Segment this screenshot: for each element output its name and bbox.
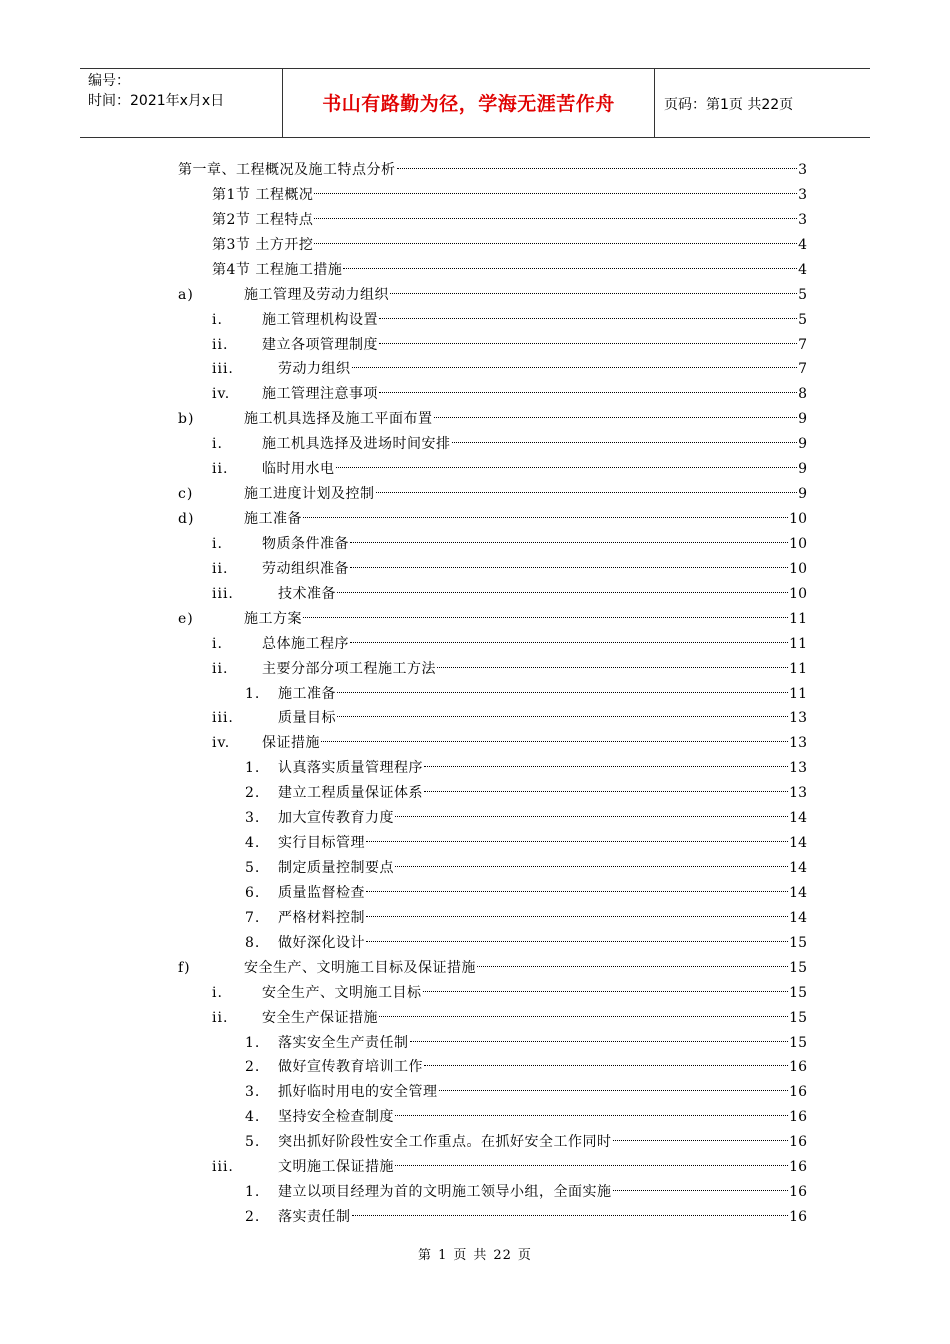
toc-entry-number: f) (178, 959, 191, 976)
toc-entry[interactable] (0, 532, 950, 557)
toc-entry[interactable] (0, 1055, 950, 1080)
toc-entry-title: 施工管理机构设置 (262, 311, 378, 328)
toc-dot-leader (366, 916, 788, 917)
serial-label: 编号： (88, 73, 130, 89)
toc-entry[interactable] (0, 632, 950, 657)
toc-entry-page: 8 (798, 386, 807, 403)
toc-entry-number: iii. (212, 585, 234, 602)
toc-entry[interactable] (0, 283, 950, 308)
toc-entry[interactable] (0, 382, 950, 407)
toc-entry-title: 落实安全生产责任制 (278, 1034, 409, 1051)
toc-dot-leader (395, 1115, 788, 1116)
toc-dot-leader (395, 816, 788, 817)
toc-entry-title: 第一章、工程概况及施工特点分析 (178, 162, 396, 178)
toc-entry-title: 建立以项目经理为首的文明施工领导小组，全面实施 (278, 1184, 612, 1201)
toc-entry-number: ii. (212, 461, 229, 478)
toc-entry-number: ii. (212, 336, 229, 353)
toc-entry-page: 10 (789, 535, 807, 552)
toc-entry-title: 总体施工程序 (262, 635, 349, 652)
toc-dot-leader (337, 592, 788, 593)
toc-dot-leader (379, 392, 797, 393)
toc-dot-leader (303, 617, 788, 618)
toc-entry-title: 施工准备 (278, 685, 336, 702)
footer-di: 第 (418, 1248, 433, 1263)
header-divider (654, 69, 655, 137)
toc-entry-number: iii. (212, 710, 234, 727)
toc-dot-leader (395, 866, 788, 867)
toc-dot-leader (350, 567, 788, 568)
toc-entry-number: 3. (245, 1084, 261, 1101)
toc-entry[interactable] (0, 981, 950, 1006)
toc-entry-number: 1. (245, 1034, 261, 1051)
toc-entry-number: i. (212, 635, 223, 652)
toc-entry-number: 2. (245, 785, 261, 802)
toc-entry[interactable] (0, 1130, 950, 1155)
toc-entry-number: 3. (245, 810, 261, 827)
toc-entry[interactable] (0, 682, 950, 707)
toc-dot-leader (337, 692, 788, 693)
toc-entry-page: 9 (798, 461, 807, 478)
toc-entry-page: 9 (798, 486, 807, 503)
toc-entry[interactable] (0, 308, 950, 333)
toc-entry-page: 9 (798, 436, 807, 453)
toc-entry-page: 15 (789, 1009, 807, 1026)
toc-entry-page: 13 (789, 785, 807, 802)
toc-entry-title: 抓好临时用电的安全管理 (278, 1084, 438, 1101)
toc-entry-number: 5. (245, 860, 261, 877)
toc-entry[interactable] (0, 208, 950, 233)
toc-entry-page: 16 (789, 1209, 807, 1226)
toc-dot-leader (337, 716, 788, 717)
toc-entry-page: 11 (789, 660, 807, 677)
toc-entry[interactable] (0, 731, 950, 756)
toc-entry-page: 16 (789, 1059, 807, 1076)
toc-entry-number: 7. (245, 909, 261, 926)
toc-entry-number: iv. (212, 386, 231, 403)
toc-entry-title: 物质条件准备 (262, 535, 349, 552)
toc-dot-leader (613, 1140, 789, 1141)
toc-entry[interactable] (0, 1080, 950, 1105)
toc-entry-title: 施工机具选择及施工平面布置 (244, 411, 433, 428)
toc-entry[interactable] (0, 1155, 950, 1180)
toc-entry-page: 16 (789, 1109, 807, 1126)
toc-entry-number: d) (178, 511, 195, 528)
toc-entry-title: 坚持安全检查制度 (278, 1109, 394, 1126)
toc-entry-title: 认真落实质量管理程序 (278, 760, 423, 777)
toc-entry-title: 施工管理注意事项 (262, 386, 378, 403)
footer-ye: 页 (453, 1248, 468, 1263)
toc-dot-leader (423, 991, 789, 992)
toc-entry-title: 安全生产、文明施工目标及保证措施 (244, 959, 476, 976)
toc-entry[interactable] (0, 657, 950, 682)
toc-entry-number: 1. (245, 685, 261, 702)
toc-entry[interactable] (0, 1006, 950, 1031)
toc-dot-leader (379, 343, 797, 344)
header-motto: 书山有路勤为径，学海无涯苦作舟 (322, 93, 615, 115)
footer-ye: 页 (517, 1248, 532, 1263)
toc-dot-leader (366, 941, 788, 942)
toc-entry[interactable] (0, 831, 950, 856)
toc-entry-page: 10 (789, 511, 807, 528)
toc-entry-title: 主要分部分项工程施工方法 (262, 660, 436, 677)
toc-dot-leader (437, 667, 788, 668)
toc-entry-title: 保证措施 (262, 735, 320, 752)
toc-entry-number: iii. (212, 361, 234, 378)
toc-entry-title: 第1节 工程概况 (212, 186, 314, 203)
toc-entry[interactable] (0, 258, 950, 283)
footer-gong: 共 (473, 1248, 488, 1263)
toc-entry-number: c) (178, 486, 194, 503)
footer-total-pages: 22 (493, 1248, 512, 1263)
toc-entry-number: ii. (212, 660, 229, 677)
toc-entry-number: 6. (245, 884, 261, 901)
toc-entry-number: 1. (245, 1184, 261, 1201)
toc-entry-page: 11 (789, 635, 807, 652)
toc-entry-title: 临时用水电 (262, 461, 335, 478)
toc-entry-number: a) (178, 286, 194, 303)
toc-dot-leader (343, 268, 797, 269)
toc-entry-title: 施工管理及劳动力组织 (244, 286, 389, 303)
toc-entry-title: 落实责任制 (278, 1209, 351, 1226)
toc-dot-leader (439, 1090, 789, 1091)
toc-entry-page: 3 (798, 162, 807, 178)
toc-entry-page: 15 (789, 1034, 807, 1051)
toc-entry[interactable] (0, 607, 950, 632)
toc-entry-title: 严格材料控制 (278, 909, 365, 926)
toc-entry-page: 14 (789, 860, 807, 877)
toc-entry[interactable] (0, 1180, 950, 1205)
toc-entry-page: 4 (798, 261, 807, 278)
toc-entry[interactable] (0, 1031, 950, 1056)
page-footer (0, 1244, 950, 1263)
toc-dot-leader (303, 517, 788, 518)
toc-entry-page: 5 (798, 286, 807, 303)
toc-dot-leader (379, 1016, 788, 1017)
toc-entry-title: 做好宣传教育培训工作 (278, 1059, 423, 1076)
toc-entry-number: b) (178, 411, 195, 428)
toc-entry[interactable] (0, 756, 950, 781)
toc-entry-page: 13 (789, 710, 807, 727)
toc-entry-number: ii. (212, 1009, 229, 1026)
toc-dot-leader (352, 1215, 789, 1216)
toc-entry[interactable] (0, 507, 950, 532)
toc-dot-leader (390, 293, 797, 294)
toc-entry-title: 做好深化设计 (278, 934, 365, 951)
toc-entry-page: 11 (789, 610, 807, 627)
toc-entry-number: 1. (245, 760, 261, 777)
toc-entry-title: 实行目标管理 (278, 835, 365, 852)
toc-entry-page: 13 (789, 760, 807, 777)
toc-entry[interactable] (0, 333, 950, 358)
toc-dot-leader (434, 417, 798, 418)
toc-entry-title: 加大宣传教育力度 (278, 810, 394, 827)
toc-entry-number: 4. (245, 1109, 261, 1126)
toc-entry-title: 文明施工保证措施 (278, 1159, 394, 1176)
toc-dot-leader (366, 841, 788, 842)
toc-dot-leader (410, 1041, 789, 1042)
toc-entry[interactable] (0, 931, 950, 956)
time-label: 时间：2021年x月x日 (88, 93, 225, 109)
toc-entry-number: i. (212, 436, 223, 453)
toc-entry-page: 4 (798, 236, 807, 253)
toc-entry-title: 劳动组织准备 (262, 560, 349, 577)
toc-entry[interactable] (0, 183, 950, 208)
toc-entry[interactable] (0, 158, 950, 183)
toc-entry[interactable] (0, 1105, 950, 1130)
toc-entry[interactable] (0, 482, 950, 507)
toc-dot-leader (336, 467, 798, 468)
toc-entry-page: 15 (789, 984, 807, 1001)
toc-entry[interactable] (0, 233, 950, 258)
header-page-info: 页码：第1页 共22页 (664, 97, 794, 113)
toc-entry-number: i. (212, 984, 223, 1001)
toc-dot-leader (321, 741, 788, 742)
toc-entry-page: 16 (789, 1159, 807, 1176)
toc-entry[interactable] (0, 1205, 950, 1230)
toc-entry-page: 14 (789, 810, 807, 827)
toc-dot-leader (424, 1065, 788, 1066)
toc-dot-leader (314, 193, 797, 194)
toc-entry-page: 16 (789, 1134, 807, 1151)
toc-dot-leader (477, 966, 788, 967)
toc-entry-page: 9 (798, 411, 807, 428)
toc-entry-title: 突出抓好阶段性安全工作重点。在抓好安全工作同时 (278, 1134, 612, 1151)
toc-entry-title: 施工准备 (244, 511, 302, 528)
toc-entry[interactable] (0, 706, 950, 731)
toc-entry-page: 14 (789, 835, 807, 852)
toc-dot-leader (314, 218, 797, 219)
toc-dot-leader (397, 168, 798, 169)
toc-entry-page: 7 (798, 336, 807, 353)
toc-entry-title: 施工方案 (244, 610, 302, 627)
toc-entry-number: 8. (245, 934, 261, 951)
toc-entry[interactable] (0, 906, 950, 931)
toc-entry-page: 15 (789, 934, 807, 951)
toc-entry-page: 16 (789, 1184, 807, 1201)
toc-entry[interactable] (0, 582, 950, 607)
toc-dot-leader (613, 1190, 789, 1191)
toc-entry-title: 质量目标 (278, 710, 336, 727)
toc-entry[interactable] (0, 357, 950, 382)
footer-page-number: 1 (438, 1248, 448, 1263)
toc-entry-page: 3 (798, 186, 807, 203)
toc-entry-title: 安全生产保证措施 (262, 1009, 378, 1026)
toc-entry-number: ii. (212, 560, 229, 577)
toc-dot-leader (424, 791, 788, 792)
toc-entry-page: 14 (789, 909, 807, 926)
toc-entry-title: 第2节 工程特点 (212, 211, 314, 228)
toc-entry-page: 13 (789, 735, 807, 752)
toc-entry[interactable] (0, 432, 950, 457)
toc-entry-title: 第3节 土方开挖 (212, 236, 314, 253)
toc-entry-number: i. (212, 311, 223, 328)
toc-entry-page: 7 (798, 361, 807, 378)
toc-entry[interactable] (0, 407, 950, 432)
toc-entry-title: 技术准备 (278, 585, 336, 602)
toc-entry-title: 制定质量控制要点 (278, 860, 394, 877)
toc-entry-number: 2. (245, 1209, 261, 1226)
toc-dot-leader (424, 766, 788, 767)
toc-entry[interactable] (0, 956, 950, 981)
toc-entry-title: 劳动力组织 (278, 361, 351, 378)
toc-entry-page: 10 (789, 585, 807, 602)
toc-entry-number: e) (178, 610, 194, 627)
toc-entry-title: 建立工程质量保证体系 (278, 785, 423, 802)
toc-entry[interactable] (0, 457, 950, 482)
toc-entry-page: 11 (789, 685, 807, 702)
toc-entry-number: iv. (212, 735, 231, 752)
toc-entry[interactable] (0, 806, 950, 831)
toc-entry-title: 施工机具选择及进场时间安排 (262, 436, 451, 453)
toc-entry-page: 10 (789, 560, 807, 577)
toc-entry[interactable] (0, 557, 950, 582)
page-header (80, 68, 870, 138)
toc-entry-title: 施工进度计划及控制 (244, 486, 375, 503)
header-meta (88, 71, 280, 111)
toc-entry-page: 14 (789, 884, 807, 901)
toc-entry-page: 15 (789, 959, 807, 976)
toc-entry-number: 5. (245, 1134, 261, 1151)
toc-dot-leader (376, 492, 798, 493)
toc-dot-leader (366, 891, 788, 892)
toc-entry[interactable] (0, 856, 950, 881)
toc-entry-title: 建立各项管理制度 (262, 336, 378, 353)
toc-entry-page: 5 (798, 311, 807, 328)
toc-dot-leader (452, 442, 798, 443)
toc-dot-leader (314, 243, 797, 244)
toc-dot-leader (379, 318, 797, 319)
toc-entry-number: iii. (212, 1159, 234, 1176)
toc-entry-page: 16 (789, 1084, 807, 1101)
toc-dot-leader (350, 642, 788, 643)
toc-dot-leader (350, 542, 788, 543)
toc-entry-title: 质量监督检查 (278, 884, 365, 901)
toc-entry-page: 3 (798, 211, 807, 228)
toc-entry-number: i. (212, 535, 223, 552)
toc-entry-number: 4. (245, 835, 261, 852)
toc-entry-title: 安全生产、文明施工目标 (262, 984, 422, 1001)
toc-entry-number: 2. (245, 1059, 261, 1076)
toc-dot-leader (395, 1165, 788, 1166)
toc-dot-leader (352, 367, 798, 368)
toc-entry[interactable] (0, 781, 950, 806)
toc-entry-title: 第4节 工程施工措施 (212, 261, 343, 278)
toc-entry[interactable] (0, 881, 950, 906)
